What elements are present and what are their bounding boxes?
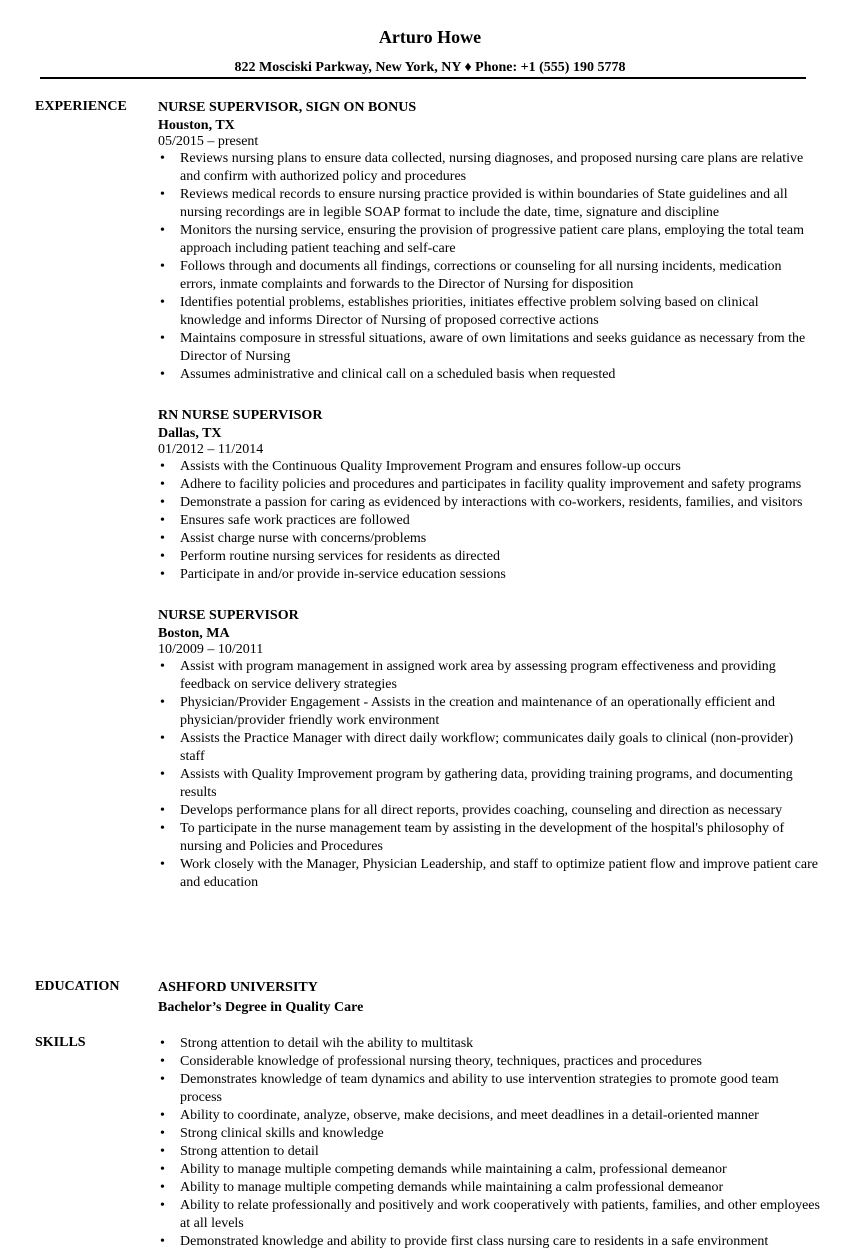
job-entry — [158, 406, 818, 584]
bullet-text: Follows through and documents all findings, corrections or counseling for all nursing incidents, medication errors, inmate complaints and forwards to the Director of Nursing for disposition — [180, 259, 782, 292]
bullet-icon: • — [160, 1234, 165, 1249]
bullet-item — [158, 1233, 820, 1251]
bullet-text: Assist with program management in assigned work area by assessing program effectiveness and providing feedback on service delivery strategies — [180, 659, 776, 692]
bullet-icon: • — [160, 459, 165, 474]
bullet-item — [158, 856, 820, 892]
experience-label: EXPERIENCE — [35, 99, 127, 114]
bullet-text: Identifies potential problems, establishes priorities, initiates effective problem solving based on clinical knowledge and informs Director of Nursing of proposed corrective actions — [180, 295, 759, 328]
bullet-text: Demonstrate a passion for caring as evidenced by interactions with co-workers, residents, families, and visitors — [180, 495, 803, 510]
bullet-text: Ability to coordinate, analyze, observe, make decisions, and meet deadlines in a detail-oriented manner — [180, 1108, 759, 1123]
school-name: ASHFORD UNIVERSITY — [158, 980, 318, 995]
bullet-item — [158, 1179, 820, 1197]
bullet-item — [158, 512, 820, 530]
skills-label: SKILLS — [35, 1035, 86, 1050]
bullet-icon: • — [160, 151, 165, 166]
job-location: Boston, MA — [158, 626, 230, 641]
bullet-item — [158, 476, 820, 494]
bullet-item — [158, 330, 820, 366]
bullet-icon: • — [160, 1144, 165, 1159]
bullet-item — [158, 222, 820, 258]
bullet-icon: • — [160, 1036, 165, 1051]
bullet-icon: • — [160, 803, 165, 818]
bullet-text: Reviews nursing plans to ensure data collected, nursing diagnoses, and proposed nursing care plans are relative and confirm with authorized policy and procedures — [180, 151, 804, 184]
bullet-icon: • — [160, 549, 165, 564]
education-body — [158, 978, 818, 1018]
bullet-item — [158, 694, 820, 730]
bullet-text: Ability to manage multiple competing demands while maintaining a calm, professional demeanor — [180, 1162, 727, 1177]
bullet-item — [158, 1107, 820, 1125]
bullet-icon: • — [160, 731, 165, 746]
bullet-text: Strong attention to detail wih the ability to multitask — [180, 1036, 474, 1051]
bullet-item — [158, 1161, 820, 1179]
bullet-icon: • — [160, 1162, 165, 1177]
bullet-item — [158, 458, 820, 476]
bullet-text: Assumes administrative and clinical call on a scheduled basis when requested — [180, 367, 616, 382]
bullet-item — [158, 548, 820, 566]
bullet-icon: • — [160, 659, 165, 674]
bullet-item — [158, 1053, 820, 1071]
bullet-icon: • — [160, 857, 165, 872]
bullet-text: Assists with the Continuous Quality Improvement Program and ensures follow-up occurs — [180, 459, 681, 474]
job-bullets — [158, 150, 818, 384]
bullet-item — [158, 802, 820, 820]
job-dates: 10/2009 – 10/2011 — [158, 642, 264, 657]
bullet-text: Ability to manage multiple competing demands while maintaining a calm professional demeanor — [180, 1180, 724, 1195]
skills-list — [158, 1035, 818, 1251]
job-entry — [158, 606, 818, 892]
bullet-item — [158, 1035, 820, 1053]
contact-line: 822 Mosciski Parkway, New York, NY ♦ Phone: +1 (555) 190 5778 — [234, 60, 626, 75]
bullet-icon: • — [160, 1054, 165, 1069]
bullet-text: Work closely with the Manager, Physician Leadership, and staff to optimize patient flow and improve patient care and education — [180, 857, 818, 890]
bullet-item — [158, 766, 820, 802]
bullet-text: Maintains composure in stressful situations, aware of own limitations and seeks guidance as necessary from the Director of Nursing — [180, 331, 806, 364]
bullet-icon: • — [160, 1072, 165, 1087]
bullet-icon: • — [160, 1180, 165, 1195]
bullet-text: Assists with Quality Improvement program by gathering data, providing training programs, and documenting results — [180, 767, 793, 800]
bullet-icon: • — [160, 531, 165, 546]
bullet-icon: • — [160, 295, 165, 310]
degree-name: Bachelor’s Degree in Quality Care — [158, 1000, 364, 1015]
bullet-item — [158, 820, 820, 856]
bullet-text: Physician/Provider Engagement - Assists in the creation and maintenance of an operationally efficient and physician/provider friendly work environment — [180, 695, 775, 728]
header-divider — [40, 77, 806, 79]
bullet-icon: • — [160, 223, 165, 238]
skills-body — [158, 1035, 818, 1251]
bullet-item — [158, 294, 820, 330]
bullet-text: Demonstrated knowledge and ability to provide first class nursing care to residents in a safe environment — [180, 1234, 769, 1249]
bullet-text: Strong attention to detail — [180, 1144, 319, 1159]
bullet-icon: • — [160, 187, 165, 202]
bullet-text: Assist charge nurse with concerns/problems — [180, 531, 427, 546]
bullet-text: To participate in the nurse management team by assisting in the development of the hospital's philosophy of nursing and Policies and Procedures — [180, 821, 785, 854]
job-dates: 05/2015 – present — [158, 134, 259, 149]
job-title: NURSE SUPERVISOR, SIGN ON BONUS — [158, 100, 417, 115]
bullet-icon: • — [160, 1198, 165, 1213]
bullet-text: Ability to relate professionally and positively and work cooperatively with patients, families, and other employees at all levels — [180, 1198, 820, 1231]
job-location: Houston, TX — [158, 118, 235, 133]
bullet-item — [158, 150, 820, 186]
bullet-text: Demonstrates knowledge of team dynamics and ability to use intervention strategies to promote good team process — [180, 1072, 779, 1105]
bullet-item — [158, 258, 820, 294]
bullet-item — [158, 494, 820, 512]
bullet-icon: • — [160, 259, 165, 274]
bullet-text: Perform routine nursing services for residents as directed — [180, 549, 500, 564]
bullet-text: Reviews medical records to ensure nursing practice provided is within boundaries of State guidelines and all nursing recordings are in legible SOAP format to include the date, time, signature and discipline — [180, 187, 788, 220]
bullet-item — [158, 566, 820, 584]
bullet-text: Develops performance plans for all direct reports, provides coaching, counseling and direction as necessary — [180, 803, 783, 818]
bullet-icon: • — [160, 367, 165, 382]
education-label: EDUCATION — [35, 979, 120, 994]
bullet-text: Ensures safe work practices are followed — [180, 513, 410, 528]
bullet-item — [158, 366, 820, 384]
bullet-text: Adhere to facility policies and procedures and participates in facility quality improvement and safety programs — [180, 477, 802, 492]
bullet-icon: • — [160, 513, 165, 528]
bullet-text: Assists the Practice Manager with direct daily workflow; communicates daily goals to clinical (non-provider) staff — [180, 731, 794, 764]
bullet-text: Monitors the nursing service, ensuring the provision of progressive patient care plans, employing the total team approach including patient teaching and self-care — [180, 223, 805, 256]
bullet-item — [158, 1143, 820, 1161]
bullet-icon: • — [160, 767, 165, 782]
bullet-text: Considerable knowledge of professional nursing theory, techniques, practices and procedures — [180, 1054, 702, 1069]
bullet-item — [158, 1071, 820, 1107]
job-title: NURSE SUPERVISOR — [158, 608, 299, 623]
bullet-text: Participate in and/or provide in-service education sessions — [180, 567, 506, 582]
bullet-item — [158, 530, 820, 548]
bullet-item — [158, 1125, 820, 1143]
job-bullets — [158, 658, 818, 892]
job-bullets — [158, 458, 818, 584]
candidate-name: Arturo Howe — [378, 27, 482, 47]
bullet-icon: • — [160, 1126, 165, 1141]
bullet-icon: • — [160, 331, 165, 346]
bullet-icon: • — [160, 1108, 165, 1123]
bullet-text: Strong clinical skills and knowledge — [180, 1126, 384, 1141]
bullet-icon: • — [160, 495, 165, 510]
experience-body — [158, 98, 818, 892]
bullet-icon: • — [160, 567, 165, 582]
bullet-icon: • — [160, 695, 165, 710]
bullet-icon: • — [160, 821, 165, 836]
bullet-item — [158, 658, 820, 694]
job-title: RN NURSE SUPERVISOR — [158, 408, 323, 423]
bullet-item — [158, 186, 820, 222]
job-dates: 01/2012 – 11/2014 — [158, 442, 264, 457]
bullet-icon: • — [160, 477, 165, 492]
bullet-item — [158, 730, 820, 766]
job-location: Dallas, TX — [158, 426, 222, 441]
job-entry — [158, 98, 818, 384]
bullet-item — [158, 1197, 820, 1233]
